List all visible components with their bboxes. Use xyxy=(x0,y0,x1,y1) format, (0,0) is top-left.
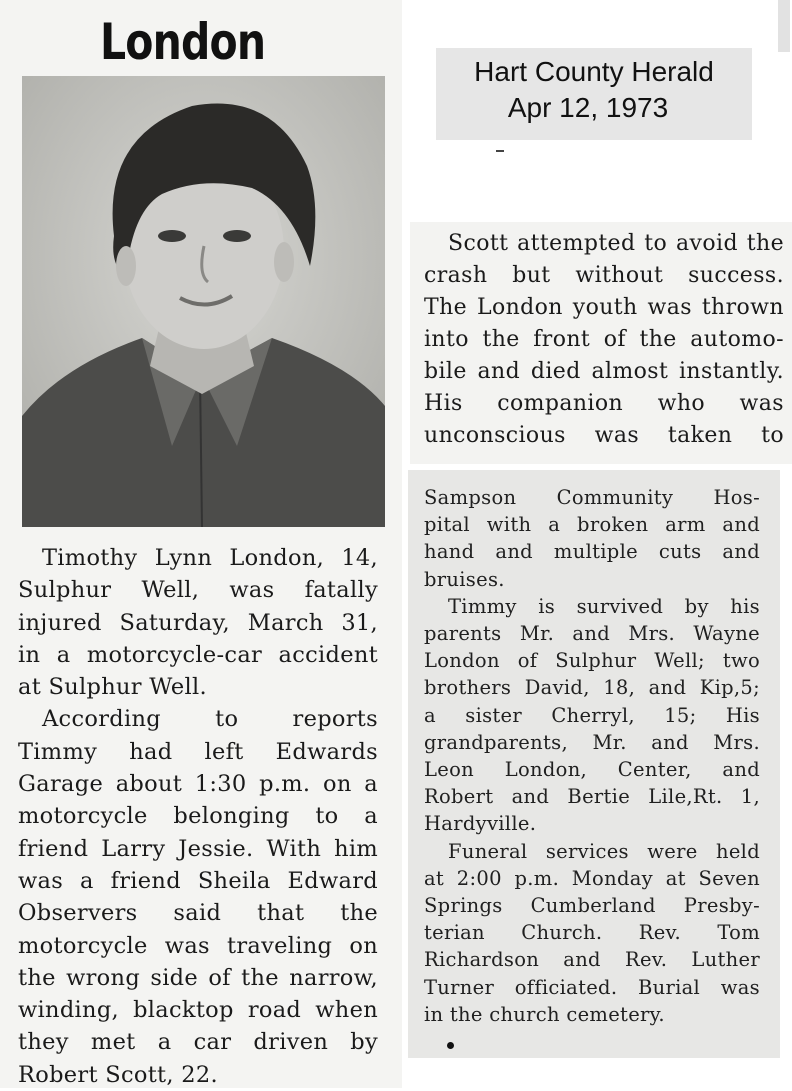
text-line: Robert Scott, 22. xyxy=(18,1061,218,1088)
text-line: at Sulphur Well. xyxy=(18,674,207,701)
newspaper-name: Hart County Herald xyxy=(474,56,714,87)
text-line: London of Sulphur Well; two xyxy=(424,649,760,673)
ink-dot xyxy=(447,1042,454,1049)
text-line: Timmy is survived by his xyxy=(448,594,760,618)
text-line: Scott attempted to avoid the xyxy=(448,231,784,256)
source-label xyxy=(436,48,752,140)
headline: London xyxy=(100,13,266,71)
edge-mark xyxy=(778,0,790,52)
text-line: winding, blacktop road when xyxy=(18,997,378,1024)
text-line: friend Larry Jessie. With him xyxy=(18,835,378,862)
text-line: Sampson Community Hos- xyxy=(424,486,760,509)
right-bottom-article-column xyxy=(424,484,760,1028)
text-line: bile and died almost instantly. xyxy=(424,359,784,384)
text-line: Timmy had left Edwards xyxy=(18,738,378,765)
text-line: in a motorcycle-car accident xyxy=(18,641,378,668)
text-line: bruises. xyxy=(424,567,505,591)
text-line: a sister Cherryl, 15; His xyxy=(424,703,760,727)
text-line: The London youth was thrown xyxy=(424,295,784,320)
text-line: injured Saturday, March 31, xyxy=(18,609,378,636)
text-line: motorcycle belonging to a xyxy=(18,803,378,830)
text-line: Richardson and Rev. Luther xyxy=(424,948,760,972)
text-line: Springs Cumberland Presby- xyxy=(424,894,760,918)
text-line: Funeral services were held xyxy=(448,839,760,863)
text-line: Turner officiated. Burial was xyxy=(424,975,760,999)
text-line: unconscious was taken to xyxy=(424,423,784,448)
text-line: Hardyville. xyxy=(424,812,537,836)
text-line: grandparents, Mr. and Mrs. xyxy=(424,730,760,754)
text-line: Garage about 1:30 p.m. on a xyxy=(18,771,378,798)
stray-mark xyxy=(496,150,504,152)
text-line: Leon London, Center, and xyxy=(424,758,760,782)
text-line: at 2:00 p.m. Monday at Seven xyxy=(424,866,760,890)
text-line: Observers said that the xyxy=(18,900,378,927)
text-line: brothers David, 18, and Kip,5; xyxy=(424,676,760,700)
text-line: terian Church. Rev. Tom xyxy=(424,921,760,945)
text-line: pital with a broken arm and xyxy=(424,513,760,537)
text-line: His companion who was xyxy=(424,391,784,416)
text-line: was a friend Sheila Edward xyxy=(18,867,378,894)
portrait-illustration xyxy=(22,76,385,527)
text-line: hand and multiple cuts and xyxy=(424,540,760,564)
left-article-column xyxy=(18,542,378,1091)
text-line: they met a car driven by xyxy=(18,1029,378,1056)
text-line: Robert and Bertie Lile,Rt. 1, xyxy=(424,785,760,809)
text-line: into the front of the automo- xyxy=(424,327,784,352)
right-top-article-column xyxy=(424,228,784,452)
text-line: motorcycle was traveling on xyxy=(18,932,378,959)
text-line: in the church cemetery. xyxy=(424,1002,665,1026)
text-line: According to reports xyxy=(42,706,378,733)
publication-date: Apr 12, 1973 xyxy=(507,92,669,123)
text-line: Timothy Lynn London, 14, xyxy=(42,545,378,571)
text-line: crash but without success. xyxy=(424,263,784,288)
text-line: parents Mr. and Mrs. Wayne xyxy=(424,622,760,646)
text-line: Sulphur Well, was fatally xyxy=(18,577,378,604)
text-line: the wrong side of the narrow, xyxy=(18,964,378,991)
portrait-photo xyxy=(22,76,385,527)
